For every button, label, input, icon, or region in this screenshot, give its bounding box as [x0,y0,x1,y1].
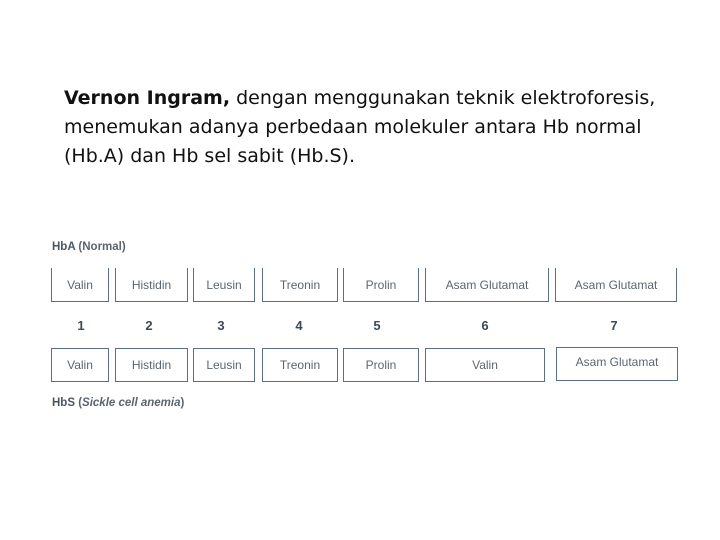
hbs-label [52,397,184,409]
normal-amino-acid-7: Asam Glutamat [555,268,677,302]
author-name: Vernon Ingram, [64,87,231,109]
position-number-7: 7 [610,318,618,333]
position-number-1: 1 [77,318,85,333]
position-number-6: 6 [481,318,489,333]
description-line-2: menemukan adanya perbedaan molekuler antara Hb normal [64,116,642,138]
sickle-amino-acid-6: Valin [425,348,545,382]
normal-amino-acid-6: Asam Glutamat [425,268,549,302]
normal-amino-acid-1: Valin [51,268,109,302]
hbs-label-paren-open: ( [78,397,83,409]
hba-label [52,241,126,253]
description-line-1: dengan menggunakan teknik elektroforesis, [230,87,656,109]
description-text [64,84,704,171]
sickle-amino-acid-7: Asam Glutamat [556,347,678,381]
sickle-amino-acid-5: Prolin [343,348,419,382]
position-number-3: 3 [217,318,225,333]
sickle-amino-acid-1: Valin [51,348,109,382]
normal-amino-acid-2: Histidin [115,268,188,302]
position-number-4: 4 [295,318,303,333]
hba-label-paren: (Normal) [78,241,126,253]
hba-label-main: HbA [52,241,76,253]
sickle-amino-acid-2: Histidin [115,348,188,382]
description-line-3: (Hb.A) dan Hb sel sabit (Hb.S). [64,145,356,167]
normal-amino-acid-4: Treonin [262,268,338,302]
position-number-5: 5 [373,318,381,333]
position-number-2: 2 [145,318,153,333]
sickle-amino-acid-3: Leusin [193,348,255,382]
normal-amino-acid-5: Prolin [343,268,419,302]
hbs-label-italic: Sickle cell anemia [82,397,181,409]
normal-amino-acid-3: Leusin [193,268,255,302]
hbs-label-paren-close: ) [180,397,185,409]
hbs-label-main: HbS [52,397,75,409]
sickle-amino-acid-4: Treonin [262,348,338,382]
